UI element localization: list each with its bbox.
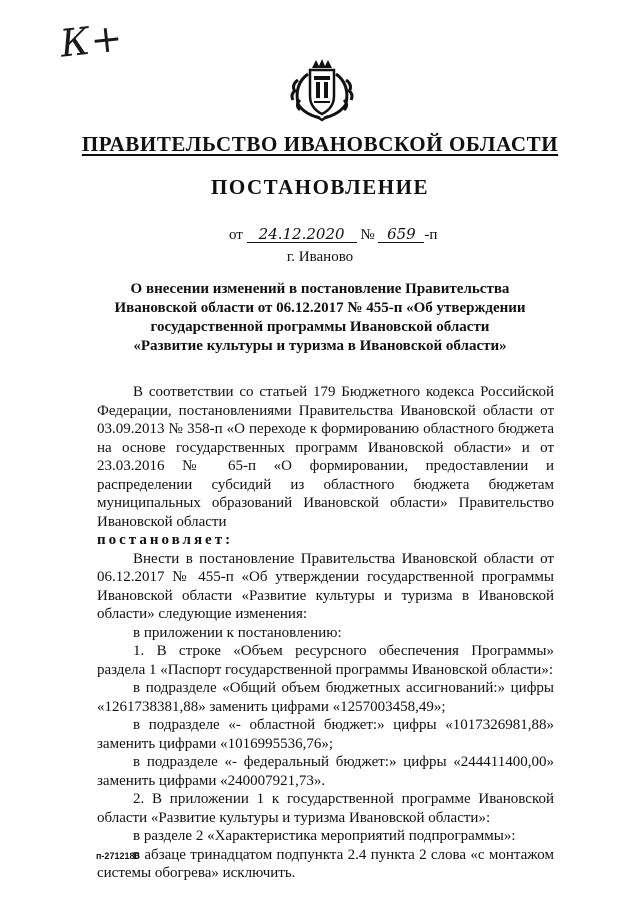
date-number-line xyxy=(229,226,469,244)
body-paragraph: Внести в постановление Правительства Ивановской области от 06.12.2017 № 455-п «Об утверждении государственной программы Ивановской области «Развитие культуры и туризма в Ивановской области» следующие изменения: xyxy=(97,550,554,622)
subject-line: Ивановской области от 06.12.2017 № 455-п «Об утверждении xyxy=(114,300,526,316)
handwritten-date: 24.12.2020 xyxy=(247,226,357,243)
handwritten-mark: К+ xyxy=(58,15,126,66)
number-sign: № xyxy=(360,227,375,243)
subject-line: государственной программы Ивановской области xyxy=(150,319,490,335)
document-type: ПОСТАНОВЛЕНИЕ xyxy=(211,175,429,199)
document-code: п-2712180 xyxy=(96,851,140,861)
number-suffix: -п xyxy=(424,227,438,243)
body-paragraph: в подразделе «- федеральный бюджет:» цифры «244411400,00» заменить цифрами «240007921,73». xyxy=(97,754,554,789)
government-title: ПРАВИТЕЛЬСТВО ИВАНОВСКОЙ ОБЛАСТИ xyxy=(81,132,559,156)
date-prefix: от xyxy=(229,227,243,243)
body-paragraph: 1. В строке «Объем ресурсного обеспечения Программы» раздела 1 «Паспорт государственной программы Ивановской области»: xyxy=(97,643,554,678)
city: г. Иваново xyxy=(286,249,354,265)
handwritten-number: 659 xyxy=(378,226,424,243)
intro-paragraph: В соответствии со статьей 179 Бюджетного кодекса Российской Федерации, постановлениями Правительства Ивановской области от 03.09.2013 № 358-п «О переходе к формированию областного бюджета на основе государственных программ Ивановской области» и от 23.03.2016 № 65-п «О формировании, предоставлении и распределении субсидий из областного бюджета бюджетам муниципальных образований Ивановской области» Правительство Ивановской области xyxy=(97,384,554,530)
body-paragraph: в подразделе «- областной бюджет:» цифры «1017326981,88» заменить цифрами «1016995536,76»; xyxy=(97,717,554,752)
resolution-keyword: постановляет: xyxy=(97,532,234,548)
body-paragraph: в абзаце тринадцатом подпункта 2.4 пункта 2 слова «с монтажом системы обогрева» исключить. xyxy=(97,846,554,881)
body-paragraph: 2. В приложении 1 к государственной программе Ивановской области «Развитие культуры и туризма Ивановской области»: xyxy=(97,791,554,826)
document-subject xyxy=(90,280,550,356)
coat-of-arms-icon xyxy=(286,58,358,122)
body-paragraph: в подразделе «Общий объем бюджетных ассигнований:» цифры «1261738381,88» заменить цифрами «1257003458,49»; xyxy=(97,680,554,715)
body-paragraph: в приложении к постановлению: xyxy=(133,624,342,641)
subject-line: О внесении изменений в постановление Правительства xyxy=(130,281,510,297)
document-body xyxy=(97,383,554,883)
body-paragraph: в разделе 2 «Характеристика мероприятий подпрограммы»: xyxy=(133,828,516,844)
subject-line: «Развитие культуры и туризма в Ивановской области» xyxy=(133,338,507,354)
